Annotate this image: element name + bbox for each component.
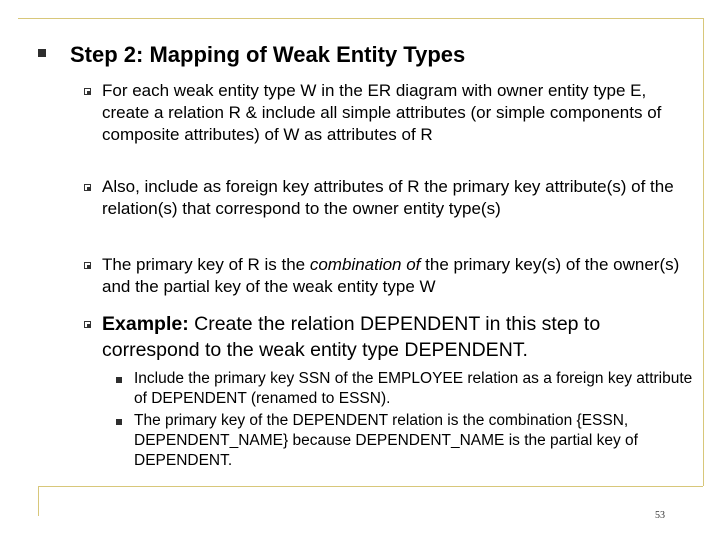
bullet-3-post: the primary key(s) of the owner(s) and the partial key of the weak entity type W (102, 255, 680, 296)
page-number: 53 (655, 510, 665, 521)
example-text (102, 311, 692, 363)
frame-top-line (18, 18, 703, 19)
bullet-3-pre: The primary key of R is the (102, 255, 310, 274)
example-bullet-icon (84, 321, 91, 328)
bullet-1-icon (84, 88, 91, 95)
bullet-2-icon (84, 184, 91, 191)
title-bullet-icon (38, 49, 46, 57)
slide-title: Step 2: Mapping of Weak Entity Types (70, 42, 466, 67)
example-body: Create the relation DEPENDENT in this step to correspond to the weak entity type DEPENDENT. (102, 313, 601, 361)
sub-bullet-2-text: The primary key of the DEPENDENT relation is the combination {ESSN, DEPENDENT_NAME} because DEPENDENT_NAME is the partial key of DEPENDENT. (134, 412, 638, 469)
sub-bullet-1-text: Include the primary key SSN of the EMPLOYEE relation as a foreign key attribute of DEPENDENT (renamed to ESSN). (134, 370, 693, 407)
frame-right-line (703, 18, 704, 486)
bullet-3-icon (84, 262, 91, 269)
bullet-1-text: For each weak entity type W in the ER diagram with owner entity type E, create a relation R & include all simple attributes (or simple components of composite attributes) of W as attributes of R (102, 81, 662, 144)
bullet-2-text: Also, include as foreign key attributes of R the primary key attribute(s) of the relation(s) that correspond to the owner entity type(s) (102, 177, 674, 218)
bullet-3-text (102, 254, 687, 298)
example-label: Example: (102, 313, 189, 335)
frame-bottom-line (38, 486, 703, 487)
bullet-3-italic: combination of (309, 255, 421, 274)
frame-left-line (38, 486, 39, 516)
sub-bullet-2-icon (116, 419, 122, 425)
sub-bullet-1-icon (116, 377, 122, 383)
